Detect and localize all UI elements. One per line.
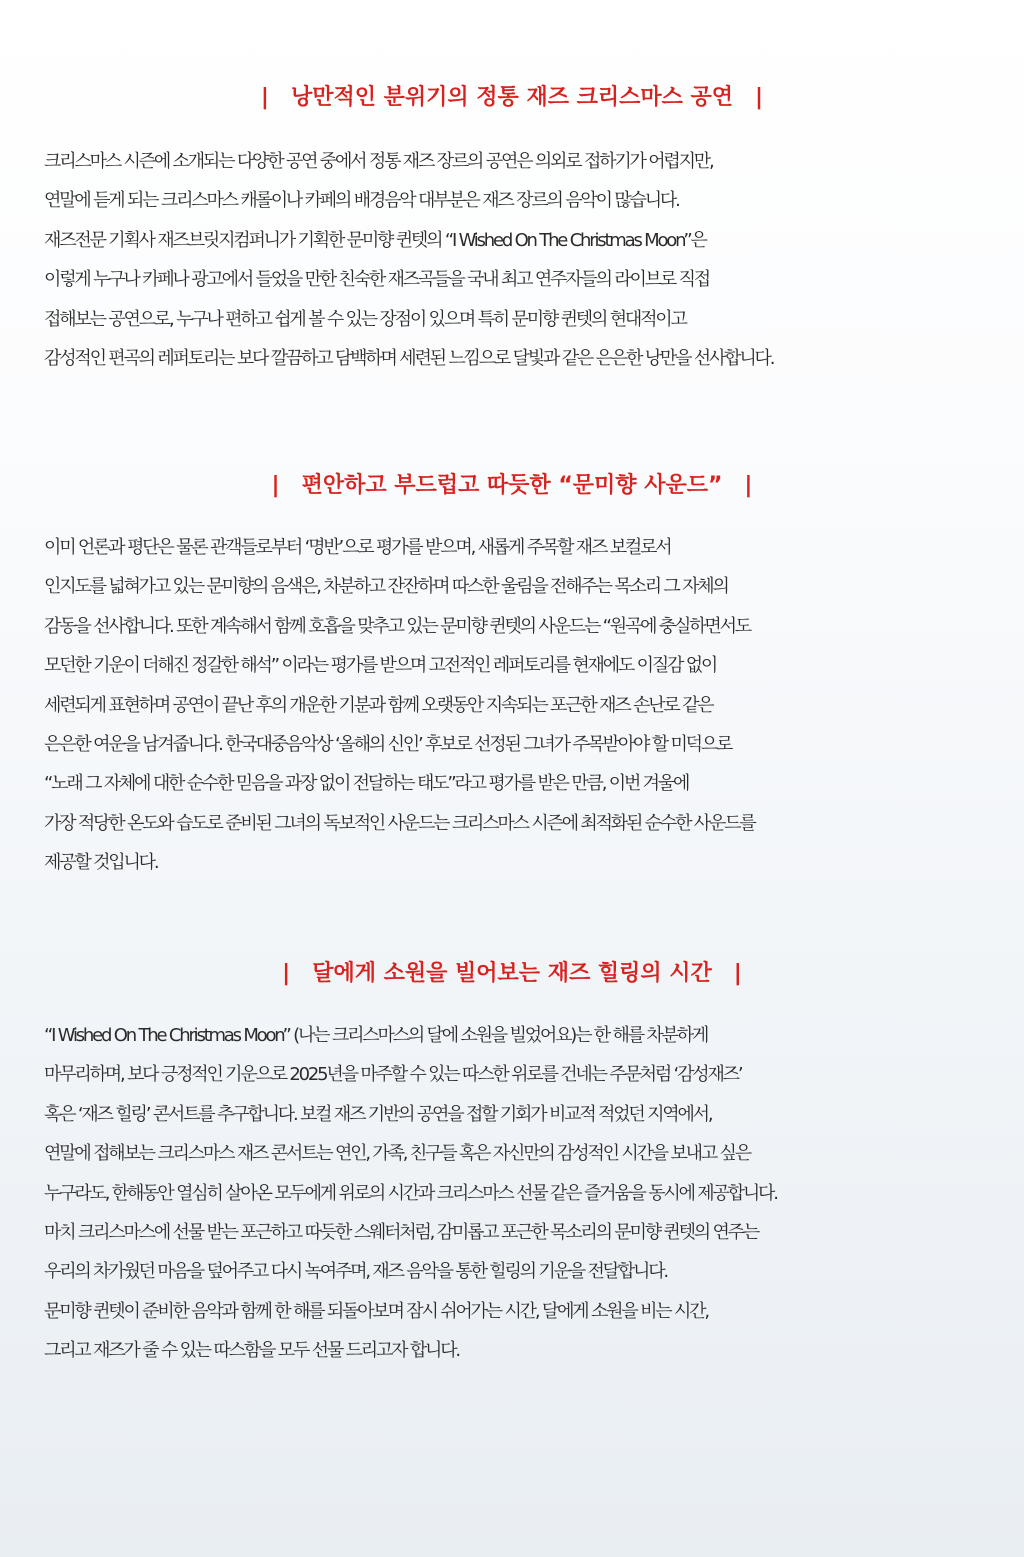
paragraph-line: 세련되게 표현하며 공연이 끝난 후의 개운한 기분과 함께 오랫동안 지속되는 포근한 재즈 손난로 같은 [44, 694, 713, 716]
paragraph-line: 이렇게 누구나 카페나 광고에서 들었을 만한 친숙한 재즈곡들을 국내 최고 연주자들의 라이브로 직접 [44, 269, 709, 291]
section-munmihyang-sound [0, 468, 1024, 883]
paragraph-line: “I Wished On The Christmas Moon” (나는 크리스마스의 달에 소원을 빌었어요)는 한 해를 차분하게 [44, 1025, 708, 1046]
paragraph-line: 제공할 것입니다. [44, 852, 158, 874]
paragraph-line: 은은한 여운을 남겨줍니다. 한국대중음악상 ‘올해의 신인’ 후보로 선정된 그녀가 주목받아야 할 미덕으로 [44, 734, 732, 756]
paragraph-line: 그리고 재즈가 줄 수 있는 따스함을 모두 선물 드리고자 합니다. [44, 1340, 459, 1362]
heading-bar-right: | [744, 473, 753, 498]
section-jazz-healing [0, 956, 1024, 1371]
paragraph-line: 가장 적당한 온도와 습도로 준비된 그녀의 독보적인 사운드는 크리스마스 시즌에 최적화된 순수한 사운드를 [44, 812, 755, 834]
paragraph-line: 누구라도, 한해동안 열심히 살아온 모두에게 위로의 시간과 크리스마스 선물 같은 즐거움을 동시에 제공합니다. [44, 1182, 777, 1204]
paragraph-line: 마무리하며, 보다 긍정적인 기운으로 2025년을 마주할 수 있는 따스한 위로를 건네는 주문처럼 ‘감성재즈’ [44, 1064, 742, 1086]
heading-bar-right: | [733, 961, 742, 986]
paragraph-line: “노래 그 자체에 대한 순수한 믿음을 과장 없이 전달하는 태도”라고 평가를 받은 만큼, 이번 겨울에 [44, 773, 689, 795]
paragraph-line: 재즈전문 기획사 재즈브릿지컴퍼니가 기획한 문미향 퀸텟의 “I Wished On The Christmas Moon”은 [44, 229, 706, 251]
heading-text: 편안하고 부드럽고 따듯한 “문미향 사운드” [301, 473, 723, 498]
paragraph-line: 마치 크리스마스에 선물 받는 포근하고 따듯한 스웨터처럼, 감미롭고 포근한 목소리의 문미향 퀸텟의 연주는 [44, 1222, 759, 1244]
section-paragraph [0, 1016, 1024, 1371]
section-heading [0, 80, 1024, 116]
paragraph-line: 인지도를 넓혀가고 있는 문미향의 음색은, 차분하고 잔잔하며 따스한 울림을 전해주는 목소리 그 자체의 [44, 576, 728, 598]
paragraph-line: 문미향 퀸텟이 준비한 음악과 함께 한 해를 되돌아보며 잠시 쉬어가는 시간, 달에게 소원을 비는 시간, [44, 1300, 708, 1322]
paragraph-line: 이미 언론과 평단은 물론 관객들로부터 ‘명반’으로 평가를 받으며, 새롭게 주목할 재즈 보컬로서 [44, 537, 671, 558]
paragraph-line: 연말에 듣게 되는 크리스마스 캐롤이나 카페의 배경음악 대부분은 재즈 장르의 음악이 많습니다. [44, 190, 679, 212]
section-romantic-jazz [0, 80, 1024, 378]
section-paragraph [0, 142, 1024, 378]
heading-bar-right: | [755, 85, 764, 110]
paragraph-line: 연말에 접해보는 크리스마스 재즈 콘서트는 연인, 가족, 친구들 혹은 자신만의 감성적인 시간을 보내고 싶은 [44, 1143, 750, 1165]
paragraph-line: 접해보는 공연으로, 누구나 편하고 쉽게 볼 수 있는 장점이 있으며 특히 문미향 퀸텟의 현대적이고 [44, 308, 686, 330]
heading-text: 낭만적인 분위기의 정통 재즈 크리스마스 공연 [290, 85, 734, 110]
section-paragraph [0, 528, 1024, 883]
heading-bar-left: | [282, 961, 291, 986]
heading-text: 달에게 소원을 빌어보는 재즈 힐링의 시간 [312, 961, 712, 986]
paragraph-line: 혹은 ‘재즈 힐링’ 콘서트를 추구합니다. 보컬 재즈 기반의 공연을 접할 기회가 비교적 적었던 지역에서, [44, 1103, 712, 1125]
paragraph-line: 감동을 선사합니다. 또한 계속해서 함께 호흡을 맞추고 있는 문미향 퀸텟의 사운드는 “원곡에 충실하면서도 [44, 615, 750, 637]
paragraph-line: 우리의 차가웠던 마음을 덮어주고 다시 녹여주며, 재즈 음악을 통한 힐링의 기운을 전달합니다. [44, 1261, 667, 1283]
paragraph-line: 크리스마스 시즌에 소개되는 다양한 공연 중에서 정통 재즈 장르의 공연은 의외로 접하기가 어렵지만, [44, 151, 713, 172]
section-heading [0, 468, 1024, 504]
heading-bar-left: | [260, 85, 269, 110]
heading-bar-left: | [271, 473, 280, 498]
section-heading [0, 956, 1024, 992]
paragraph-line: 감성적인 편곡의 레퍼토리는 보다 깔끔하고 담백하며 세련된 느낌으로 달빛과 같은 은은한 낭만을 선사합니다. [44, 348, 774, 370]
paragraph-line: 모던한 기운이 더해진 정갈한 해석” 이라는 평가를 받으며 고전적인 레퍼토리를 현재에도 이질감 없이 [44, 655, 717, 677]
